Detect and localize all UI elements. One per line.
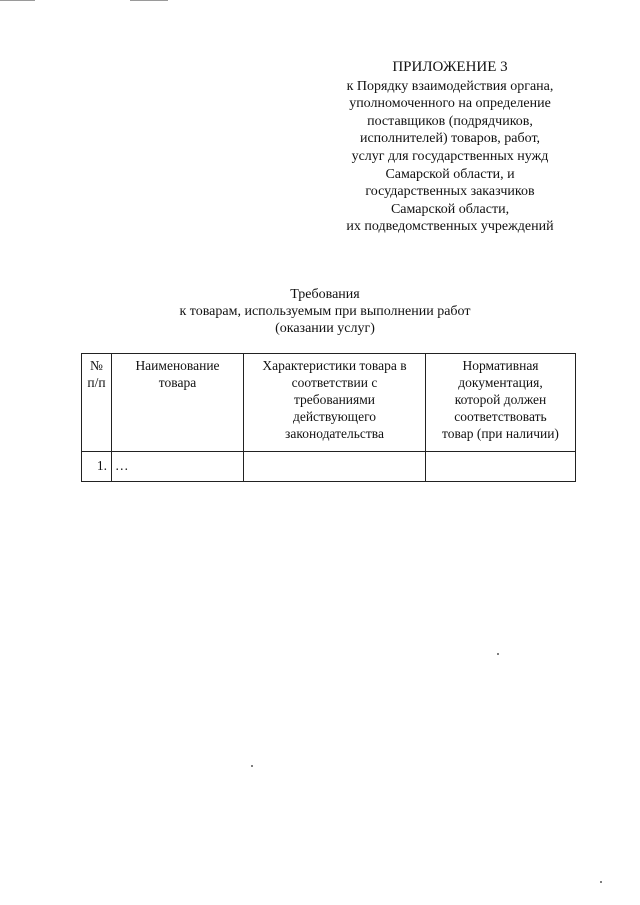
header-cell-number [82, 354, 112, 452]
appendix-line: услуг для государственных нужд [351, 148, 549, 164]
title-line: (оказании услуг) [275, 321, 375, 336]
requirements-table [81, 353, 576, 482]
appendix-line: их подведомственных учреждений [346, 219, 554, 235]
scan-speck [497, 653, 499, 655]
header-text: документация, [458, 375, 543, 390]
header-cell-regulatory-docs [426, 354, 576, 452]
appendix-heading: ПРИЛОЖЕНИЕ 3 [392, 59, 508, 75]
header-text: соответствовать [454, 409, 547, 424]
header-cell-characteristics [244, 354, 426, 452]
header-text: п/п [87, 375, 106, 390]
regulatory-docs-cell [426, 452, 576, 482]
header-text: товара [158, 375, 197, 390]
appendix-block [330, 59, 570, 236]
header-text: законодательства [285, 426, 384, 441]
title-line: к товарам, используемым при выполнении работ [179, 304, 471, 319]
header-text: № [90, 358, 103, 373]
header-text: товар (при наличии) [442, 426, 559, 441]
header-text: требованиями [293, 392, 376, 407]
appendix-line: к Порядку взаимодействия органа, [346, 78, 554, 94]
header-text: Характеристики товара в [262, 358, 407, 373]
scan-speck [600, 881, 602, 883]
appendix-line: исполнителей) товаров, работ, [359, 131, 541, 147]
table-row [82, 452, 576, 482]
scan-speck [251, 765, 253, 767]
scan-artifact-middle [130, 0, 168, 1]
appendix-line: уполномоченного на определение [349, 96, 551, 112]
header-text: соответствии с [291, 375, 378, 390]
header-text: Наименование [135, 358, 220, 373]
header-cell-product-name [112, 354, 244, 452]
product-name-cell: … [112, 452, 244, 482]
header-text: Нормативная [462, 358, 539, 373]
appendix-line: Самарской области, [390, 201, 510, 217]
scan-artifact-left [0, 0, 35, 1]
header-text: которой должен [454, 392, 547, 407]
row-number-cell: 1. [82, 452, 112, 482]
title-line: Требования [290, 287, 360, 302]
table-header-row [82, 354, 576, 452]
appendix-line: государственных заказчиков [365, 184, 535, 200]
header-text: действующего [292, 409, 377, 424]
appendix-line: Самарской области, и [385, 166, 515, 182]
characteristics-cell [244, 452, 426, 482]
document-title [130, 286, 520, 337]
appendix-line: поставщиков (подрядчиков, [367, 113, 533, 129]
